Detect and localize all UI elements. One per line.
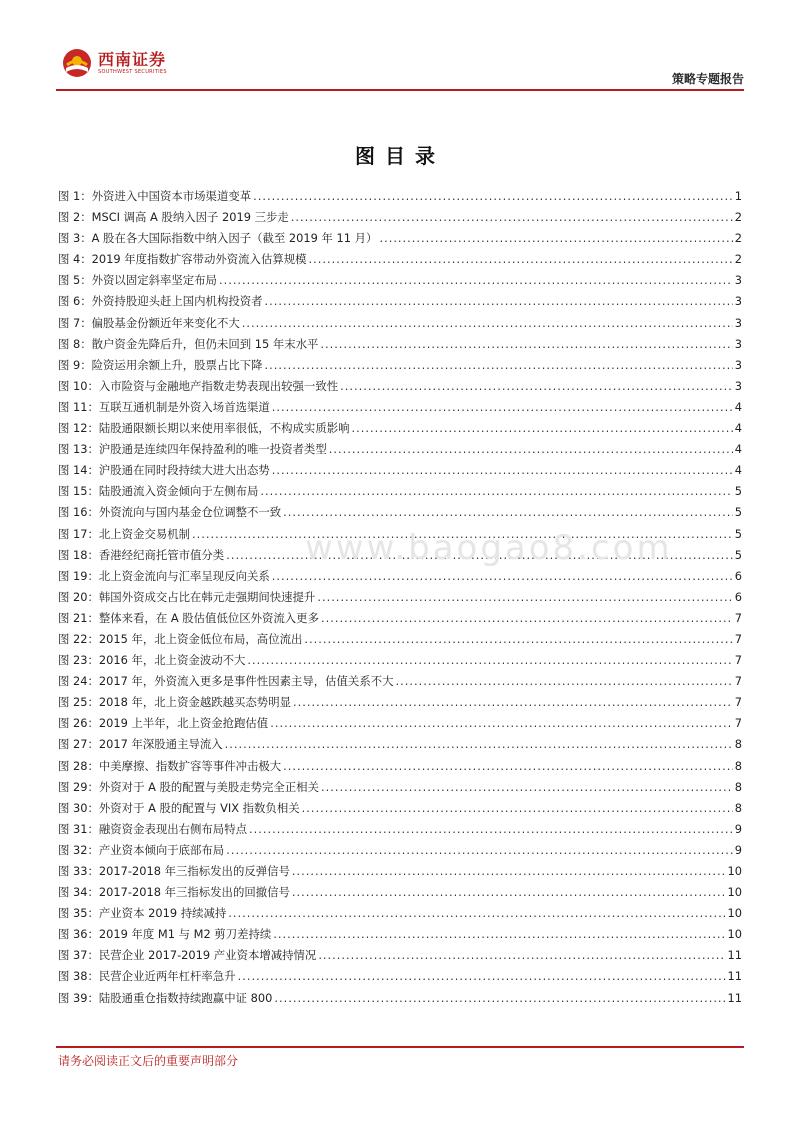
toc-page-number[interactable]: 2 <box>734 231 742 246</box>
toc-entry[interactable] <box>58 397 742 418</box>
toc-entry[interactable] <box>58 502 742 523</box>
toc-entry-label[interactable]: 图 20：韩国外资成交占比在韩元走强期间快速提升 <box>58 589 316 604</box>
toc-entry[interactable] <box>58 840 742 861</box>
toc-leader-dots <box>283 502 733 523</box>
toc-page-number[interactable]: 6 <box>734 589 742 604</box>
toc-page-number[interactable]: 3 <box>734 294 742 309</box>
toc-entry[interactable] <box>58 734 742 755</box>
toc-entry[interactable] <box>58 313 742 334</box>
toc-page-number[interactable]: 9 <box>734 821 742 836</box>
report-type-label: 策略专题报告 <box>671 72 744 86</box>
toc-leader-dots <box>265 291 733 312</box>
toc-leader-dots <box>396 671 733 692</box>
toc-page-number[interactable]: 4 <box>734 421 742 436</box>
toc-entry-label[interactable]: 图 30：外资对于 A 股的配置与 VIX 指数负相关 <box>58 800 300 815</box>
toc-entry-label[interactable]: 图 23：2016 年，北上资金波动不大 <box>58 653 246 668</box>
toc-leader-dots <box>272 460 733 481</box>
toc-entry[interactable] <box>58 439 742 460</box>
toc-leader-dots <box>247 650 732 671</box>
toc-entry-label[interactable]: 图 33：2017-2018 年三指标发出的反弹信号 <box>58 864 290 878</box>
toc-entry[interactable] <box>58 228 742 249</box>
toc-leader-dots <box>321 777 733 798</box>
logo-chinese-name: 西南证券 <box>98 49 167 69</box>
toc-leader-dots <box>272 566 733 587</box>
page-header <box>56 40 744 92</box>
toc-leader-dots <box>293 692 733 713</box>
toc-page-number[interactable]: 3 <box>734 273 742 288</box>
toc-page-number[interactable]: 5 <box>734 484 742 499</box>
logo-english-name: SOUTHWEST SECURITIES <box>98 68 167 75</box>
toc-entry-label[interactable]: 图 22：2015 年，北上资金低位布局，高位流出 <box>58 631 303 646</box>
toc-entry-label[interactable]: 图 16：外资流向与国内基金仓位调整不一致 <box>58 505 282 520</box>
toc-leader-dots <box>292 882 726 903</box>
toc-page-number[interactable]: 3 <box>734 378 742 393</box>
toc-page-number[interactable]: 8 <box>734 779 742 794</box>
toc-leader-dots <box>272 397 733 418</box>
toc-entry-label[interactable]: 图 5：外资以固定斜率坚定布局 <box>58 273 217 288</box>
toc-entry[interactable] <box>58 671 742 692</box>
toc-leader-dots <box>228 903 725 924</box>
toc-entry[interactable] <box>58 966 742 987</box>
toc-entry-label[interactable]: 图 9：险资运用余额上升，股票占比下降 <box>58 357 263 372</box>
toc-leader-dots <box>379 228 732 249</box>
toc-entry-label[interactable]: 图 24：2017 年，外资流入更多是事件性因素主导，估值关系不大 <box>58 674 394 689</box>
toc-entry[interactable] <box>58 334 742 355</box>
toc-entry-label[interactable]: 图 34：2017-2018 年三指标发出的回撤信号 <box>58 885 290 900</box>
toc-entry-label[interactable]: 图 1：外资进入中国资本市场渠道变革 <box>58 189 252 203</box>
toc-page-number[interactable]: 7 <box>734 653 742 668</box>
toc-entry[interactable] <box>58 566 742 587</box>
toc-entry[interactable] <box>58 355 742 376</box>
toc-entry[interactable] <box>58 798 742 819</box>
toc-leader-dots <box>292 861 726 882</box>
toc-entry-label[interactable]: 图 15：陆股通流入资金倾向于左侧布局 <box>58 484 259 499</box>
toc-entry[interactable] <box>58 629 742 650</box>
footer-divider <box>56 1046 744 1048</box>
toc-leader-dots <box>225 734 733 755</box>
toc-entry-label[interactable]: 图 25：2018 年，北上资金越跌越买态势明显 <box>58 695 291 710</box>
toc-entry-label[interactable]: 图 2：MSCI 调高 A 股纳入因子 2019 三步走 <box>58 210 289 225</box>
toc-page-number[interactable]: 2 <box>734 210 742 225</box>
toc-leader-dots <box>302 798 733 819</box>
toc-leader-dots <box>352 418 733 439</box>
toc-leader-dots <box>226 840 733 861</box>
toc-entry-label[interactable]: 图 4：2019 年度指数扩容带动外资流入估算规模 <box>58 252 307 267</box>
toc-entry-label[interactable]: 图 10：入市险资与金融地产指数走势表现出较强一致性 <box>58 378 339 393</box>
toc-leader-dots <box>274 988 725 1009</box>
toc-page-number[interactable]: 10 <box>727 927 742 942</box>
toc-entry-label[interactable]: 图 39：陆股通重仓指数持续跑赢中证 800 <box>58 990 273 1005</box>
toc-entry-label[interactable]: 图 14：沪股通在同时段持续大进大出态势 <box>58 463 270 478</box>
figure-list <box>58 186 742 1009</box>
logo-mark-icon <box>62 48 92 78</box>
toc-entry-label[interactable]: 图 26：2019 上半年，北上资金抢跑估值 <box>58 716 269 731</box>
toc-page-number[interactable]: 7 <box>734 631 742 646</box>
toc-entry[interactable] <box>58 861 742 882</box>
toc-entry-label[interactable]: 图 38：民营企业近两年杠杆率急升 <box>58 969 236 984</box>
toc-page-number[interactable]: 9 <box>734 842 742 857</box>
toc-entry[interactable] <box>58 481 742 502</box>
toc-entry[interactable] <box>58 418 742 439</box>
toc-page-number[interactable]: 5 <box>734 526 742 541</box>
toc-leader-dots <box>219 270 733 291</box>
toc-page-number[interactable]: 7 <box>734 674 742 689</box>
toc-entry-label[interactable]: 图 17：北上资金交易机制 <box>58 526 191 541</box>
toc-entry[interactable] <box>58 903 742 924</box>
toc-page-number[interactable]: 4 <box>734 463 742 478</box>
toc-entry[interactable] <box>58 945 742 966</box>
toc-page-number[interactable]: 4 <box>734 399 742 414</box>
toc-page-number[interactable]: 5 <box>734 547 742 562</box>
toc-page-number[interactable]: 10 <box>727 906 742 921</box>
toc-entry[interactable] <box>58 249 742 270</box>
toc-entry-label[interactable]: 图 35：产业资本 2019 持续减持 <box>58 906 227 921</box>
toc-leader-dots <box>309 249 733 270</box>
toc-entry[interactable] <box>58 291 742 312</box>
toc-entry[interactable] <box>58 186 742 207</box>
toc-leader-dots <box>329 439 733 460</box>
toc-entry-label[interactable]: 图 28：中美摩擦、指数扩容等事件冲击极大 <box>58 758 282 773</box>
toc-entry-label[interactable]: 图 19：北上资金流向与汇率呈现反向关系 <box>58 568 270 583</box>
footer-disclaimer: 请务必阅读正文后的重要声明部分 <box>58 1054 239 1068</box>
toc-entry-label[interactable]: 图 29：外资对于 A 股的配置与美股走势完全正相关 <box>58 779 319 794</box>
toc-leader-dots <box>265 355 733 376</box>
toc-entry[interactable] <box>58 713 742 734</box>
toc-page-number[interactable]: 7 <box>734 610 742 625</box>
toc-leader-dots <box>249 819 733 840</box>
toc-entry-label[interactable]: 图 21：整体来看，在 A 股估值低位区外资流入更多 <box>58 610 319 625</box>
toc-entry-label[interactable]: 图 7：偏股基金份额近年来变化不大 <box>58 315 240 330</box>
toc-leader-dots <box>260 481 732 502</box>
toc-entry[interactable] <box>58 608 742 629</box>
toc-page-number[interactable]: 8 <box>734 737 742 752</box>
toc-entry-label[interactable]: 图 36：2019 年度 M1 与 M2 剪刀差持续 <box>58 927 272 942</box>
toc-leader-dots <box>320 334 732 355</box>
toc-page-number[interactable]: 4 <box>734 442 742 457</box>
toc-entry[interactable] <box>58 460 742 481</box>
toc-page-number[interactable]: 8 <box>734 758 742 773</box>
toc-page-number[interactable]: 5 <box>734 505 742 520</box>
page-title: 图目录 <box>355 144 445 168</box>
toc-entry-label[interactable]: 图 37：民营企业 2017-2019 产业资本增减持情况 <box>58 948 317 963</box>
toc-page-number[interactable]: 2 <box>734 252 742 267</box>
toc-entry[interactable] <box>58 376 742 397</box>
toc-entry-label[interactable]: 图 18：香港经纪商托管市值分类 <box>58 547 225 562</box>
toc-entry-label[interactable]: 图 6：外资持股迎头赶上国内机构投资者 <box>58 294 263 309</box>
toc-leader-dots <box>253 186 733 207</box>
toc-entry-label[interactable]: 图 3：A 股在各大国际指数中纳入因子（截至 2019 年 11 月） <box>58 231 378 246</box>
toc-entry[interactable] <box>58 756 742 777</box>
toc-leader-dots <box>273 924 725 945</box>
toc-entry[interactable] <box>58 270 742 291</box>
toc-page-number[interactable]: 11 <box>727 990 742 1005</box>
toc-leader-dots <box>317 587 732 608</box>
toc-entry[interactable] <box>58 924 742 945</box>
toc-leader-dots <box>291 207 733 228</box>
toc-leader-dots <box>270 713 733 734</box>
toc-leader-dots <box>304 629 732 650</box>
toc-entry-label[interactable]: 图 11：互联互通机制是外资入场首选渠道 <box>58 399 270 414</box>
header-divider <box>56 89 744 91</box>
toc-leader-dots <box>238 966 726 987</box>
toc-page-number[interactable]: 11 <box>727 948 742 963</box>
toc-page-number[interactable]: 10 <box>727 864 742 878</box>
toc-entry[interactable] <box>58 207 742 228</box>
toc-entry[interactable] <box>58 650 742 671</box>
toc-entry-label[interactable]: 图 12：陆股通限额长期以来使用率很低，不构成实质影响 <box>58 421 350 436</box>
toc-entry-label[interactable]: 图 13：沪股通是连续四年保持盈利的唯一投资者类型 <box>58 442 327 457</box>
toc-page-number[interactable]: 1 <box>734 189 742 203</box>
toc-entry-label[interactable]: 图 31：融资资金表现出右侧布局特点 <box>58 821 247 836</box>
toc-page-number[interactable]: 3 <box>734 315 742 330</box>
watermark: www.baogao8.com <box>305 528 673 568</box>
toc-leader-dots <box>283 756 733 777</box>
toc-entry-label[interactable]: 图 8：散户资金先降后升，但仍未回到 15 年末水平 <box>58 336 319 351</box>
toc-page-number[interactable]: 10 <box>727 885 742 900</box>
toc-entry[interactable] <box>58 819 742 840</box>
toc-leader-dots <box>321 608 733 629</box>
toc-leader-dots <box>318 945 725 966</box>
toc-page-number[interactable]: 8 <box>734 800 742 815</box>
toc-entry[interactable] <box>58 882 742 903</box>
toc-page-number[interactable]: 11 <box>727 969 742 984</box>
toc-page-number[interactable]: 3 <box>734 336 742 351</box>
toc-page-number[interactable]: 3 <box>734 357 742 372</box>
toc-entry[interactable] <box>58 692 742 713</box>
toc-entry-label[interactable]: 图 27：2017 年深股通主导流入 <box>58 737 223 752</box>
company-logo <box>62 48 167 78</box>
toc-entry-label[interactable]: 图 32：产业资本倾向于底部布局 <box>58 842 225 857</box>
toc-entry[interactable] <box>58 988 742 1009</box>
toc-page-number[interactable]: 6 <box>734 568 742 583</box>
toc-leader-dots <box>242 313 733 334</box>
toc-entry[interactable] <box>58 777 742 798</box>
toc-leader-dots <box>340 376 733 397</box>
toc-entry[interactable] <box>58 587 742 608</box>
toc-page-number[interactable]: 7 <box>734 695 742 710</box>
toc-page-number[interactable]: 7 <box>734 716 742 731</box>
